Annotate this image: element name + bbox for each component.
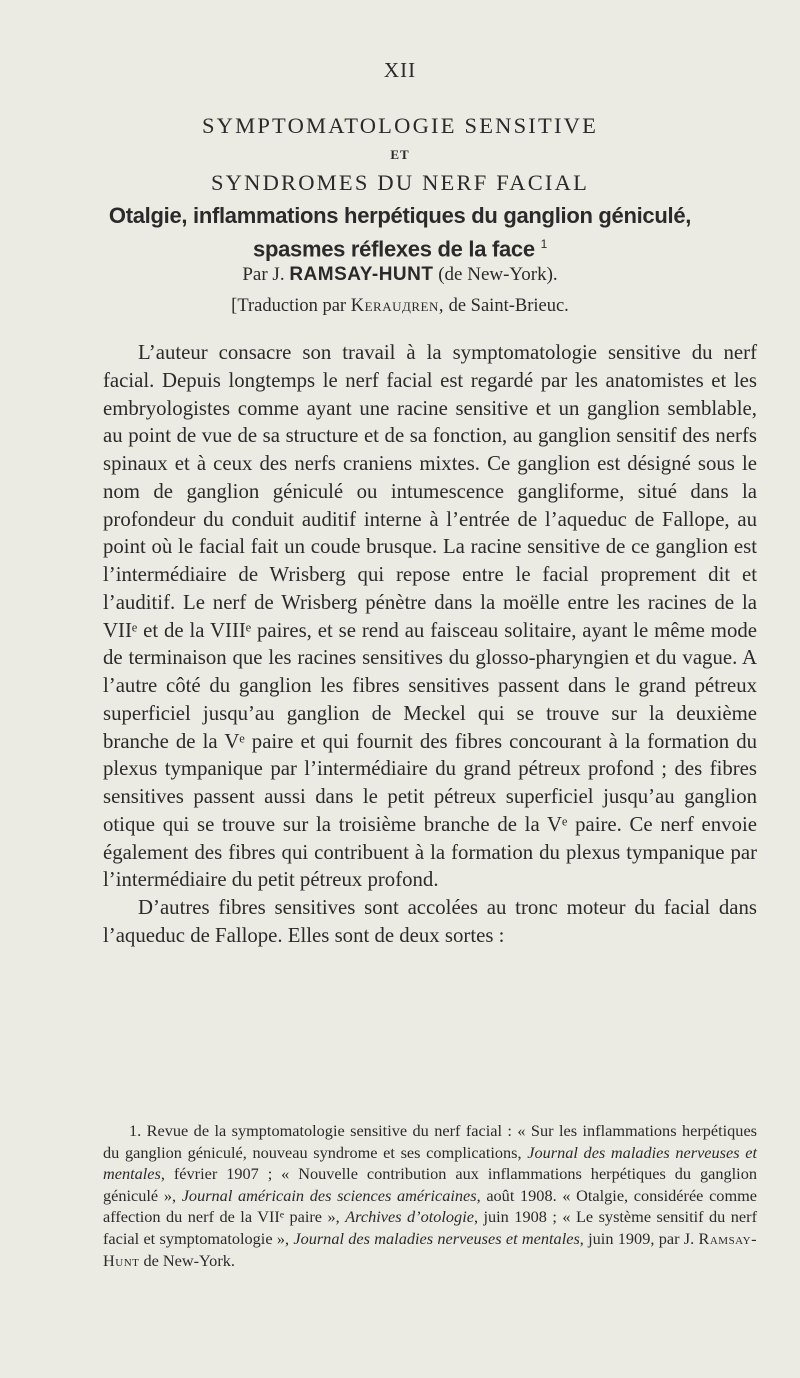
author-affiliation: (de New-York). — [438, 264, 558, 285]
footnote-text-1: Revue de la symptomatologie sensitive du nerf facial : « Sur les inflammations herpétiques du ganglion géniculé, nouveau syndrome et ses complications, — [103, 1121, 758, 1162]
body-text — [103, 339, 757, 950]
subtitle-line-2-text: spasmes réflexes de la face — [253, 236, 535, 262]
title-conjunction: ET — [390, 147, 410, 162]
title: SYMPTOMATOLOGIE SENSITIVE — [201, 113, 599, 138]
translation-prefix: [Traduction par — [231, 296, 347, 316]
footnote-journal-3: Archives d’otologie — [345, 1207, 474, 1227]
subtitle-line-2 — [0, 230, 800, 263]
footnote-journal-1: Journal des maladies nerveuses et mentales — [103, 1142, 757, 1184]
footnote-author: Ramsay-Hunt — [103, 1228, 757, 1270]
subtitle-line-1: Otalgie, inflammations herpétiques du ganglion géniculé, — [108, 203, 692, 228]
paragraph-1: L’auteur consacre son travail à la symptomatologie sensitive du nerf facial. Depuis longtemps le nerf facial est regardé par les anatomistes et les embryologistes comme ayant une racine sensitive et un ganglion semblable, au point de vue de sa structure et de sa fonction, au ganglion sensitif des nerfs spinaux et à ceux des nerfs craniens mixtes. Ce ganglion est désigné sous le nom de ganglion géniculé ou intumescence gangliforme, situé dans la profondeur du conduit auditif interne à l’entrée de l’aqueduc de Fallope, au point où le facial fait un coude brusque. La racine sensitive de ce ganglion est l’intermédiaire de Wrisberg qui repose entre le facial proprement dit et l’auditif. Le nerf de Wrisberg pénètre dans la moëlle entre les racines de la VIIᵉ et de la VIIIᵉ paires, et se rend au faisceau solitaire, ayant le même mode de terminaison que les racines sensitives du glosso-pharyngien et du vague. A l’autre côté du ganglion les fibres sensitives passent dans le grand pétreux superficiel jusqu’au ganglion de Meckel qui se trouve sur la deuxième branche de la Vᵉ paire et qui fournit des fibres concourant à la formation du plexus tympanique par l’intermédiaire du grand pétreux profond ; des fibres sensitives passent aussi dans le petit pétreux superficiel jusqu’au ganglion otique qui se trouve sur la troisième branche de la Vᵉ paire. Ce nerf envoie également des fibres qui contribuent à la formation du plexus tympanique par l’intermédiaire du petit pétreux profond. — [103, 341, 757, 892]
page-number: XII — [383, 58, 417, 82]
footnote-text-3: , août 1908. « Otalgie, considérée comme affection du nerf de la VIIᵉ paire », — [103, 1185, 757, 1227]
author-name: RAMSAY-HUNT — [289, 264, 434, 285]
footnote-text-4: , juin 1908 ; « Le système sensitif du nerf facial et symptomatologie », — [103, 1207, 757, 1248]
title-2: SYNDROMES DU NERF FACIAL — [210, 170, 590, 195]
author-line — [0, 264, 800, 286]
paragraph-2: D’autres fibres sensitives sont accolées au tronc moteur du facial dans l’aqueduc de Fallope. Elles sont de deux sortes : — [103, 896, 757, 947]
footnote-journal-2: Journal américain des sciences américaines — [181, 1185, 477, 1205]
footnote-text-6: de New-York. — [139, 1250, 235, 1270]
footnote — [103, 1120, 757, 1271]
subtitle — [0, 202, 800, 263]
footnote-text-5: , juin 1909, par J. — [579, 1228, 699, 1248]
footnote-text-2: , février 1907 ; « Nouvelle contribution aux inflammations herpétiques du ganglion géniculé », — [103, 1164, 757, 1205]
translation-line — [0, 296, 800, 317]
translator-name: Kerauдren, — [350, 296, 444, 316]
footnote-number: 1. — [129, 1121, 142, 1140]
footnote-mark: 1 — [540, 237, 547, 251]
footnote-journal-4: Journal des maladies nerveuses et mentales — [293, 1228, 580, 1248]
footnote-paragraph — [103, 1120, 757, 1271]
author-prefix: Par J. — [242, 264, 285, 285]
translation-place: de Saint-Brieuc. — [448, 296, 569, 316]
